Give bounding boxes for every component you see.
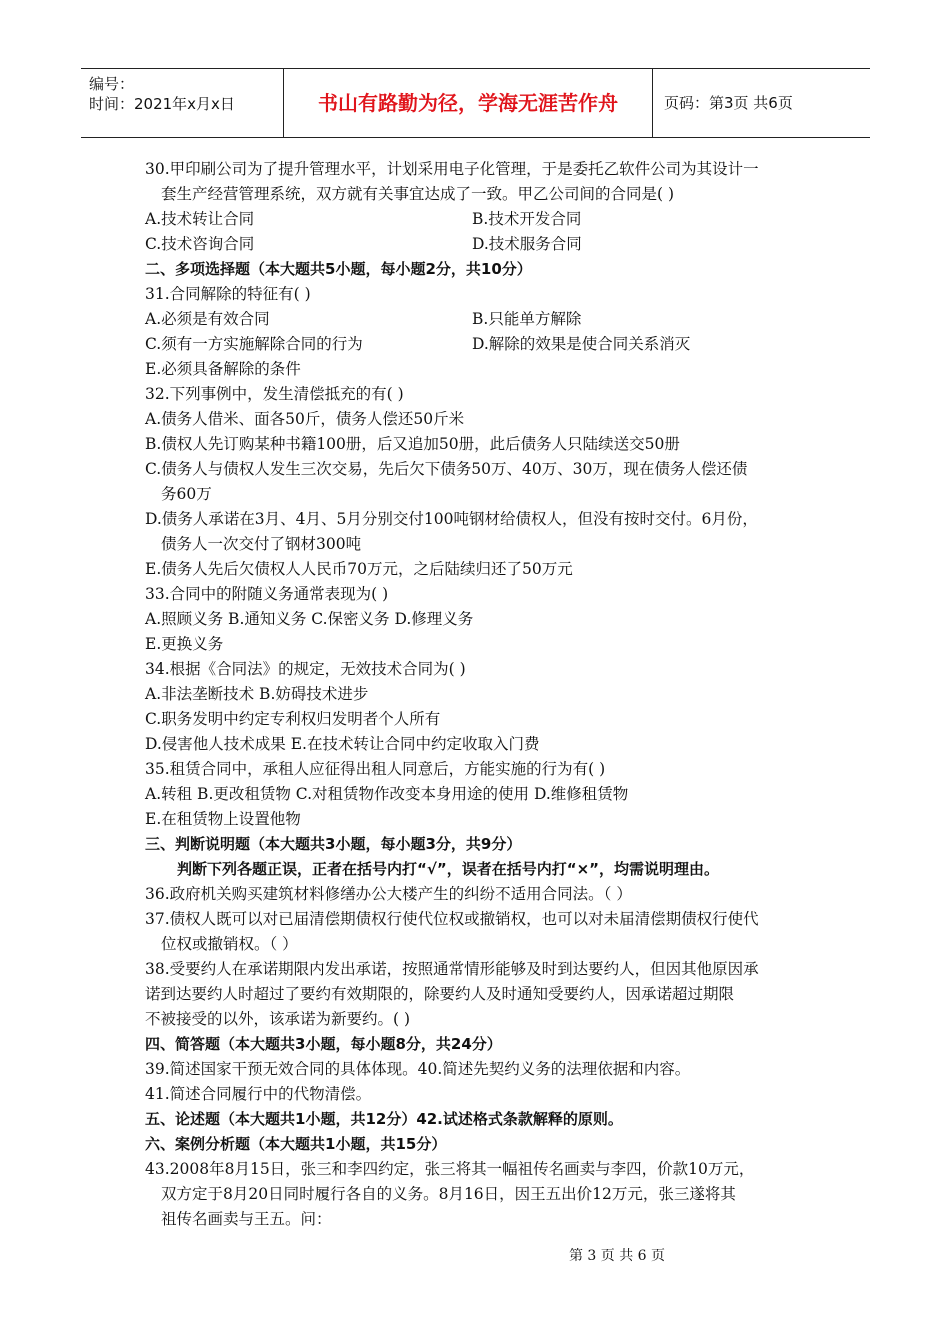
section-heading-short-answer: 四、简答题（本大题共3小题，每小题8分，共24分） [145,1035,502,1053]
q36-stem: 36.政府机关购买建筑材料修缮办公大楼产生的纠纷不适用合同法。（ ） [145,885,632,903]
q32-option-d-line1: D.债务人承诺在3月、4月、5月分别交付100吨钢材给债权人，但没有按时交付。6月份， [145,510,758,528]
page-footer [0,1245,950,1265]
q30-option-d: D.技术服务合同 [472,235,582,253]
q43-line1: 43.2008年8月15日，张三和李四约定，张三将其一幅祖传名画卖与李四，价款10万元， [145,1160,755,1178]
q32-option-c-line1: C.债务人与债权人发生三次交易，先后欠下债务50万、40万、30万，现在债务人偿还债 [145,460,748,478]
q31-option-d: D.解除的效果是使合同关系消灭 [472,335,691,353]
q34-options-a-b: A.非法垄断技术 B.妨碍技术进步 [145,685,369,703]
q33-stem: 33.合同中的附随义务通常表现为( ) [145,585,389,603]
q43-line2: 双方定于8月20日同时履行各自的义务。8月16日，因王五出价12万元，张三遂将其 [161,1185,736,1203]
section-heading-essay: 五、论述题（本大题共1小题，共12分）42.试述格式条款解释的原则。 [145,1110,623,1128]
q31-option-c: C.须有一方实施解除合同的行为 [145,335,363,353]
q37-line2: 位权或撤销权。（ ） [161,935,298,953]
section-heading-case-analysis: 六、案例分析题（本大题共1小题，共15分） [145,1135,447,1153]
section-heading-true-false: 三、判断说明题（本大题共3小题，每小题3分，共9分） [145,835,522,853]
q32-option-e: E.债务人先后欠债权人人民币70万元，之后陆续归还了50万元 [145,560,573,578]
q38-line3: 不被接受的以外，该承诺为新要约。( ) [145,1010,411,1028]
q35-options-a-d: A.转租 B.更改租赁物 C.对租赁物作改变本身用途的使用 D.维修租赁物 [145,785,629,803]
q30-option-a: A.技术转让合同 [145,210,255,228]
header-page-info: 页码：第3页 共6页 [664,94,793,112]
q43-line3: 祖传名画卖与王五。问： [161,1210,332,1228]
q31-option-e: E.必须具备解除的条件 [145,360,301,378]
q33-options-a-d: A.照顾义务 B.通知义务 C.保密义务 D.修理义务 [145,610,474,628]
q32-option-b: B.债权人先订购某种书籍100册，后又追加50册，此后债务人只陆续送交50册 [145,435,680,453]
q32-stem: 32.下列事例中，发生清偿抵充的有( ) [145,385,404,403]
page-header [81,68,870,138]
q41-stem: 41.简述合同履行中的代物清偿。 [145,1085,372,1103]
q35-option-e: E.在租赁物上设置他物 [145,810,301,828]
q37-line1: 37.债权人既可以对已届清偿期债权行使代位权或撤销权，也可以对未届清偿期债权行使代 [145,910,759,928]
q39-q40-stem: 39.简述国家干预无效合同的具体体现。40.简述先契约义务的法理依据和内容。 [145,1060,691,1078]
q32-option-c-line2: 务60万 [161,485,212,503]
q34-stem: 34.根据《合同法》的规定，无效技术合同为( ) [145,660,466,678]
q38-line2: 诺到达要约人时超过了要约有效期限的，除要约人及时通知受要约人，因承诺超过期限 [145,985,735,1003]
q38-line1: 38.受要约人在承诺期限内发出承诺，按照通常情形能够及时到达要约人，但因其他原因承 [145,960,759,978]
q30-line1: 30.甲印刷公司为了提升管理水平，计划采用电子化管理，于是委托乙软件公司为其设计一 [145,160,759,178]
time-label: 时间：2021年x月x日 [89,95,235,113]
q34-option-c: C.职务发明中约定专利权归发明者个人所有 [145,710,441,728]
true-false-instructions: 判断下列各题正误，正者在括号内打“√”，误者在括号内打“×”，均需说明理由。 [177,860,720,878]
footer-page-number: 第 3 页 共 6 页 [568,1248,666,1264]
q30-option-c: C.技术咨询合同 [145,235,255,253]
q31-option-a: A.必须是有效合同 [145,310,270,328]
q30-line2: 套生产经营管理系统，双方就有关事宜达成了一致。甲乙公司间的合同是( ) [161,185,675,203]
code-label: 编号： [89,75,135,93]
q32-option-d-line2: 债务人一次交付了钢材300吨 [161,535,362,553]
section-heading-multiple-choice: 二、多项选择题（本大题共5小题，每小题2分，共10分） [145,260,532,278]
q30-option-b: B.技术开发合同 [472,210,582,228]
q34-options-d-e: D.侵害他人技术成果 E.在技术转让合同中约定收取入门费 [145,735,540,753]
q35-stem: 35.租赁合同中，承租人应征得出租人同意后，方能实施的行为有( ) [145,760,606,778]
q31-stem: 31.合同解除的特征有( ) [145,285,311,303]
header-meta [81,69,283,137]
q33-option-e: E.更换义务 [145,635,224,653]
q31-option-b: B.只能单方解除 [472,310,582,328]
header-motto: 书山有路勤为径，学海无涯苦作舟 [283,69,653,137]
q32-option-a: A.债务人借米、面各50斤，债务人偿还50斤米 [145,410,465,428]
